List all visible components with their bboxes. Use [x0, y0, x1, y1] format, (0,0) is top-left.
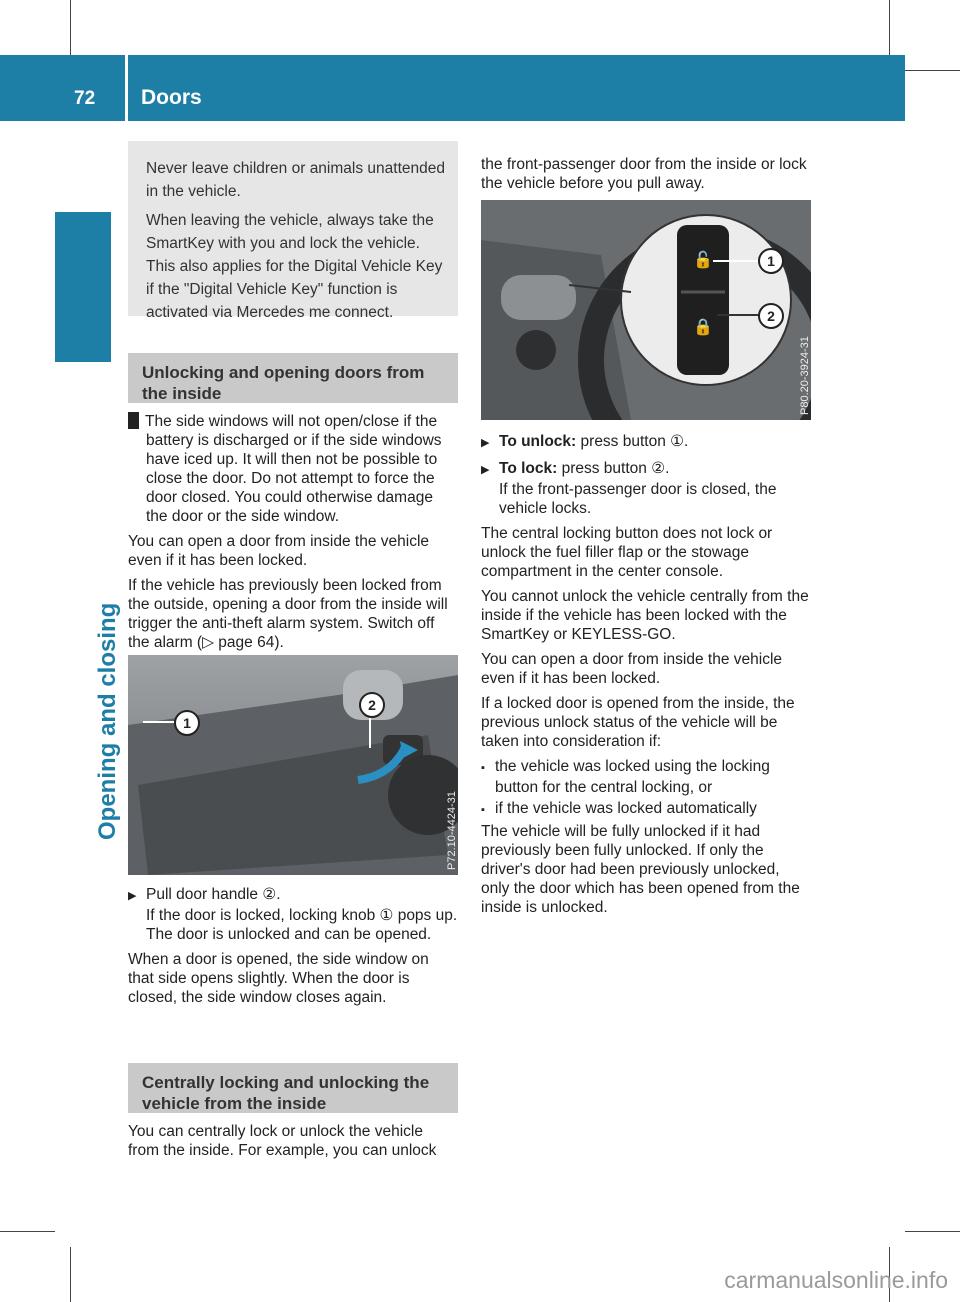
header-divider	[125, 55, 128, 121]
note-box	[128, 141, 458, 321]
right-column-text	[481, 432, 811, 923]
step-label: To unlock:	[499, 433, 577, 450]
chapter-title: Doors	[141, 86, 202, 109]
body-paragraph: The vehicle will be fully unlocked if it had previously been fully unlocked. If only the driver's door had been previously unlocked, only the door which has been opened from the inside is unlocked.	[481, 823, 800, 916]
instruction-step	[481, 432, 811, 453]
crop-mark	[70, 0, 71, 55]
body-paragraph: If the vehicle has previously been locked from the outside, opening a door from the inside will trigger the anti-theft alarm system. Switch off the alarm (▷ page 64).	[128, 577, 448, 651]
right-column-top	[481, 155, 811, 199]
side-tab-label: Opening and closing	[94, 602, 121, 840]
figure-code: P72.10-4424-31	[446, 791, 458, 870]
body-paragraph: You can open a door from inside the vehicle even if it has been locked.	[481, 651, 783, 687]
body-paragraph: You can open a door from inside the vehicle even if it has been locked.	[128, 533, 430, 569]
step-arrow-icon: ▶	[128, 890, 137, 902]
left-column-text-2	[128, 885, 458, 1013]
section-heading: Unlocking and opening doors from the inside	[128, 353, 458, 403]
list-item-text: if the vehicle was locked automatically	[495, 800, 757, 817]
callout-2: 2	[758, 303, 784, 329]
crop-mark	[905, 1231, 960, 1232]
left-column-text	[122, 412, 458, 658]
step-arrow-icon: ▶	[481, 464, 490, 476]
list-item	[481, 757, 811, 797]
instruction-step	[481, 459, 811, 518]
central-locking-figure	[481, 200, 811, 420]
step-label: To lock:	[499, 460, 558, 477]
page-header	[0, 55, 905, 121]
body-paragraph: You can centrally lock or unlock the vehicle from the inside. For example, you can unlock	[128, 1123, 437, 1159]
bullet-icon: ▪	[481, 762, 485, 774]
step-detail: If the door is locked, locking knob ① pops up. The door is unlocked and can be opened.	[146, 907, 458, 943]
body-paragraph: The central locking button does not lock or unlock the fuel filler flap or the stowage compartment in the center console.	[481, 525, 773, 580]
section-heading: Centrally locking and unlocking the vehicle from the inside	[128, 1063, 458, 1113]
door-interior-illustration	[128, 655, 458, 875]
side-tab-marker	[55, 212, 111, 362]
section2-text	[128, 1122, 458, 1166]
watermark: carmanualsonline.info	[724, 1267, 948, 1293]
body-paragraph: When a door is opened, the side window on that side opens slightly. When the door is closed, the side window closes again.	[128, 951, 429, 1006]
note-text: When leaving the vehicle, always take the SmartKey with you and lock the vehicle. This also applies for the Digital Vehicle Key if the "Digital Vehicle Key" function is activated via Mercedes me connect.	[146, 212, 443, 321]
body-paragraph: You cannot unlock the vehicle centrally from the inside if the vehicle has been locked with the SmartKey or KEYLESS-GO.	[481, 588, 809, 643]
list-item-text: the vehicle was locked using the locking button for the central locking, or	[495, 758, 770, 796]
callout-2: 2	[359, 692, 385, 718]
warning-icon: !	[128, 412, 139, 429]
svg-text:🔓: 🔓	[693, 250, 713, 269]
svg-text:🔒: 🔒	[693, 317, 713, 336]
crop-mark	[889, 0, 890, 55]
crop-mark	[0, 1231, 55, 1232]
step-text: Pull door handle ②.	[146, 886, 281, 903]
note-text: Never leave children or animals unattended in the vehicle.	[146, 160, 445, 200]
step-arrow-icon: ▶	[481, 437, 490, 449]
door-handle-figure	[128, 655, 458, 875]
page-number: 72	[74, 88, 96, 109]
list-item	[481, 799, 811, 820]
warning-paragraph	[122, 412, 458, 526]
step-detail: If the front-passenger door is closed, the vehicle locks.	[499, 481, 777, 517]
crop-mark	[905, 70, 960, 71]
body-paragraph: the front-passenger door from the inside or lock the vehicle before you pull away.	[481, 156, 807, 192]
bullet-icon: ▪	[481, 804, 485, 816]
step-text: press button ①.	[580, 433, 689, 450]
callout-1: 1	[174, 710, 200, 736]
side-tab	[70, 600, 121, 840]
callout-1: 1	[758, 248, 784, 274]
warning-text: The side windows will not open/close if the battery is discharged or if the side windows have iced up. It will then not be possible to close the door. Do not attempt to force the door closed. You could otherwise damage the door or the side window.	[145, 413, 442, 525]
crop-mark	[70, 1247, 71, 1302]
instruction-step	[128, 885, 458, 944]
figure-code: P80.20-3924-31	[799, 336, 811, 415]
step-text: press button ②.	[561, 460, 670, 477]
body-paragraph: If a locked door is opened from the inside, the previous unlock status of the vehicle will be taken into consideration if:	[481, 695, 795, 750]
